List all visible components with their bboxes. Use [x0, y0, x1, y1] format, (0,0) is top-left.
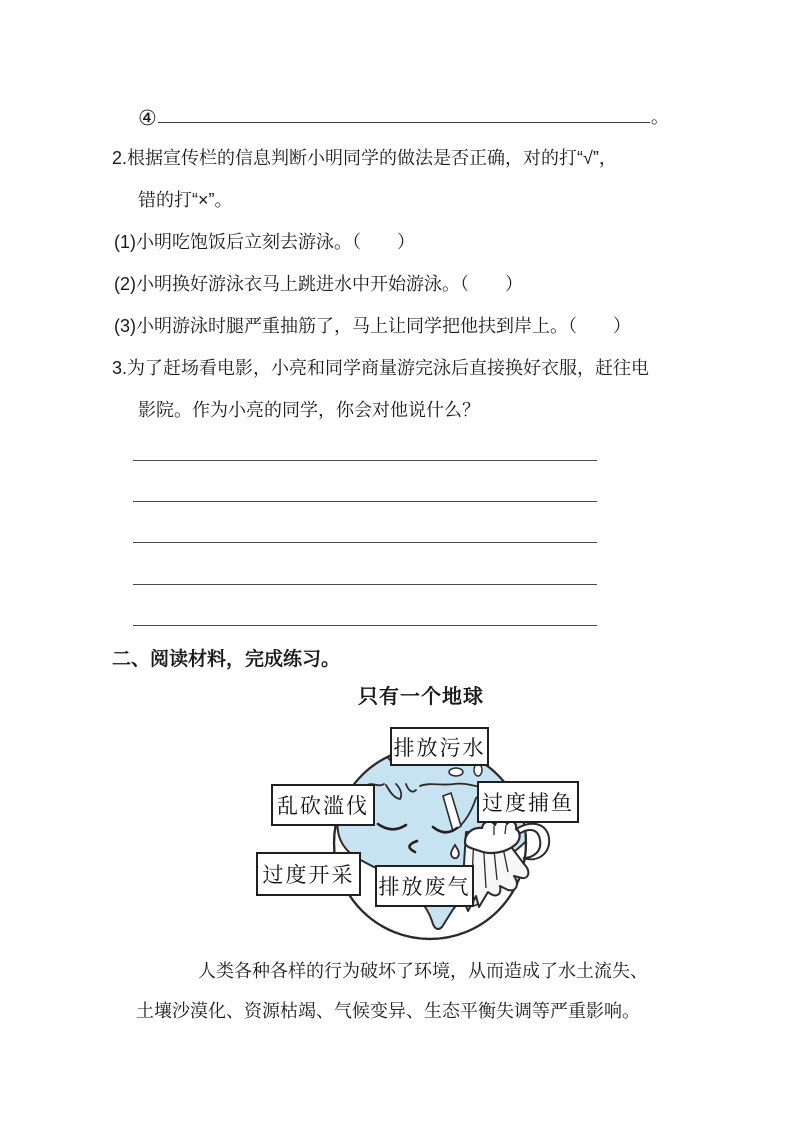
material-paragraph-line1: 人类各种各样的行为破坏了环境，从而造成了水土流失、	[198, 961, 648, 981]
question-2-item-2: (2)小明换好游泳衣马上跳进水中开始游泳。（ ）	[114, 274, 523, 294]
question-2-item-3: (3)小明游泳时腿严重抽筋了，马上让同学把他扶到岸上。（ ）	[114, 316, 631, 336]
question-2-line2: 错的打“×”。	[138, 190, 233, 210]
fill-in-item-4	[138, 102, 669, 131]
item4-period: 。	[650, 107, 669, 127]
circled-number-4: ④	[138, 107, 157, 130]
section-2-heading: 二、阅读材料，完成练习。	[112, 649, 341, 670]
material-paragraph-line2: 土壤沙漠化、资源枯竭、气候变异、生态平衡失调等严重影响。	[136, 1001, 640, 1021]
answer-line[interactable]	[133, 460, 597, 461]
answer-line[interactable]	[133, 625, 597, 626]
material-title: 只有一个地球	[358, 686, 484, 708]
answer-blank-item4[interactable]	[158, 102, 650, 123]
answer-line[interactable]	[133, 584, 597, 585]
earth-label-deforestation: 乱砍滥伐	[271, 784, 375, 826]
earth-label-overmining: 过度开采	[256, 852, 361, 896]
earth-label-overfishing: 过度捕鱼	[477, 781, 579, 823]
earth-label-sewage: 排放污水	[390, 727, 489, 766]
earth-label-exhaust: 排放废气	[375, 865, 474, 907]
answer-line[interactable]	[133, 542, 597, 543]
question-3-line1: 3.为了赶场看电影，小亮和同学商量游完泳后直接换好衣服，赶往电	[112, 358, 650, 378]
question-3-line2: 影院。作为小亮的同学，你会对他说什么？	[138, 400, 480, 420]
answer-line[interactable]	[133, 501, 597, 502]
question-2-line1: 2.根据宣传栏的信息判断小明同学的做法是否正确，对的打“√”，	[112, 148, 617, 168]
question-2-item-1: (1)小明吃饱饭后立刻去游泳。（ ）	[114, 232, 415, 252]
black-sea	[449, 768, 463, 776]
